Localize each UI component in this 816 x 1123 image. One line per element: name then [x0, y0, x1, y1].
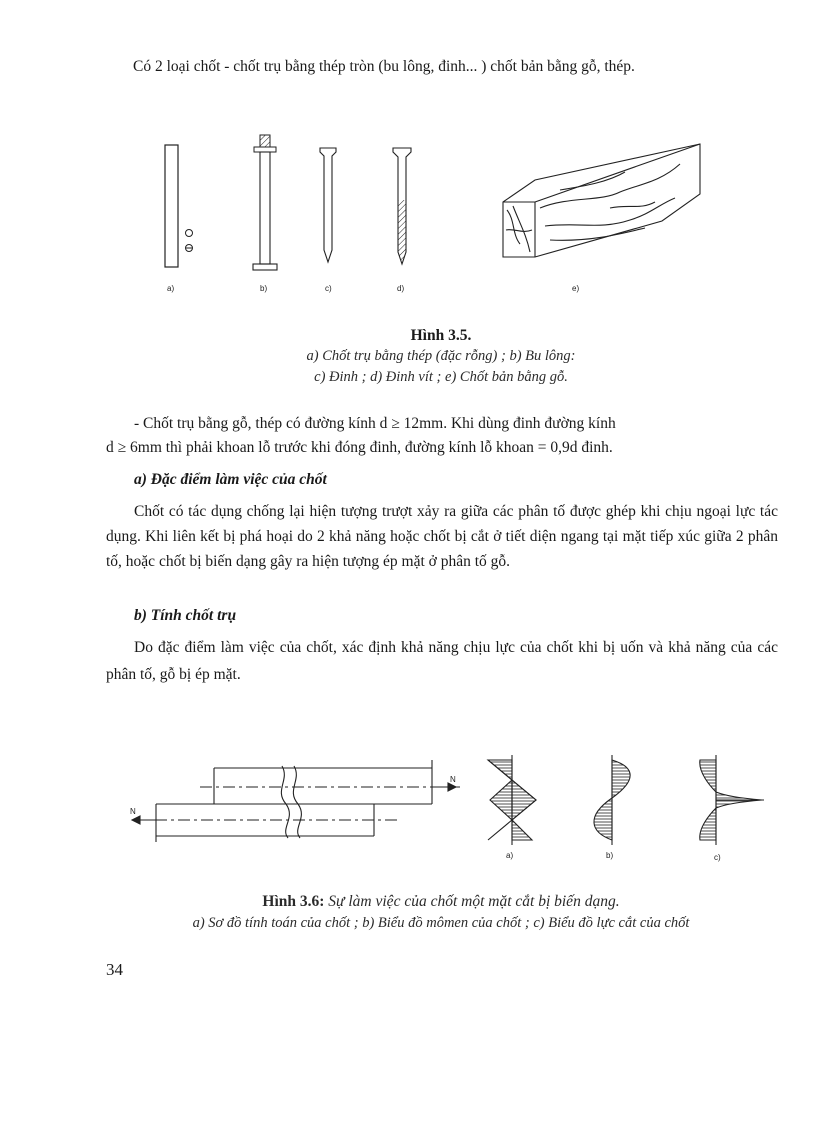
- fig36-label-a: a): [506, 851, 514, 860]
- steel-pin-drawing: [165, 145, 193, 267]
- fig35-label-b: b): [260, 284, 268, 293]
- bolt-drawing: [253, 135, 277, 270]
- figure-3-6-title-text: Sự làm việc của chốt một mặt cắt bị biến dạng.: [324, 893, 620, 910]
- moment-diagram: [594, 755, 630, 845]
- paragraph-2: Chốt có tác dụng chống lại hiện tượng trượt xảy ra giữa các phân tố được ghép khi chịu ngoại lực tác dụng. Khi liên kết bị phá hoại do 2 khả năng hoặc chốt bị cắt ở tiết diện ngang tại mặt tiếp xúc giữa 2 phân tố, hoặc chốt bị biến dạng gây ra hiện tượng ép mặt ở phân tố gỗ.: [106, 503, 778, 570]
- fig35-label-c: c): [325, 284, 332, 293]
- figure-3-5-caption-1: a) Chốt trụ bằng thép (đặc rỗng) ; b) Bu lông:: [306, 348, 576, 364]
- figure-3-6-title-bold: Hình 3.6:: [262, 893, 325, 910]
- figure-3-5-title: Hình 3.5.: [410, 327, 472, 344]
- heading-b: b) Tính chốt trụ: [134, 607, 237, 624]
- pin-calculation-diagram: [132, 760, 460, 842]
- fig36-label-c: c): [714, 853, 721, 862]
- paragraph-1-line-2: d ≥ 6mm thì phải khoan lỗ trước khi đóng đinh, đường kính lỗ khoan = 0,9d đinh.: [106, 439, 613, 456]
- figure-3-5: [140, 130, 720, 300]
- page-number: 34: [106, 960, 123, 979]
- wood-plate-drawing: [503, 144, 700, 257]
- intro-text: Có 2 loại chốt - chốt trụ bằng thép tròn (bu lông, đinh... ) chốt bản bằng gỗ, thép.: [133, 58, 635, 75]
- figure-3-6: [120, 740, 780, 865]
- figure-3-6-caption: a) Sơ đồ tính toán của chốt ; b) Biểu đồ mômen của chốt ; c) Biểu đồ lực cắt của chốt: [192, 915, 690, 931]
- paragraph-1-line-1: - Chốt trụ bằng gỗ, thép có đường kính d ≥ 12mm. Khi dùng đinh đường kính: [134, 415, 616, 432]
- shear-diagram: [700, 755, 764, 845]
- fig35-label-d: d): [397, 284, 405, 293]
- force-label-right: N: [450, 775, 456, 784]
- force-label-left: N: [130, 807, 136, 816]
- figure-3-6-title: [0, 893, 816, 911]
- nail-drawing: [320, 148, 336, 262]
- heading-a: a) Đặc điểm làm việc của chốt: [134, 471, 327, 488]
- fig35-label-e: e): [572, 284, 580, 293]
- paragraph-3: Do đặc điểm làm việc của chốt, xác định khả năng chịu lực của chốt khi bị uốn và khả năng của các phân tố, gỗ bị ép mặt.: [106, 639, 778, 683]
- figure-3-5-caption-2: c) Đinh ; d) Đinh vít ; e) Chốt bản bằng gỗ.: [314, 369, 568, 385]
- fig35-label-a: a): [167, 284, 175, 293]
- screw-drawing: [393, 148, 411, 264]
- load-diagram: [488, 755, 536, 845]
- fig36-label-b: b): [606, 851, 614, 860]
